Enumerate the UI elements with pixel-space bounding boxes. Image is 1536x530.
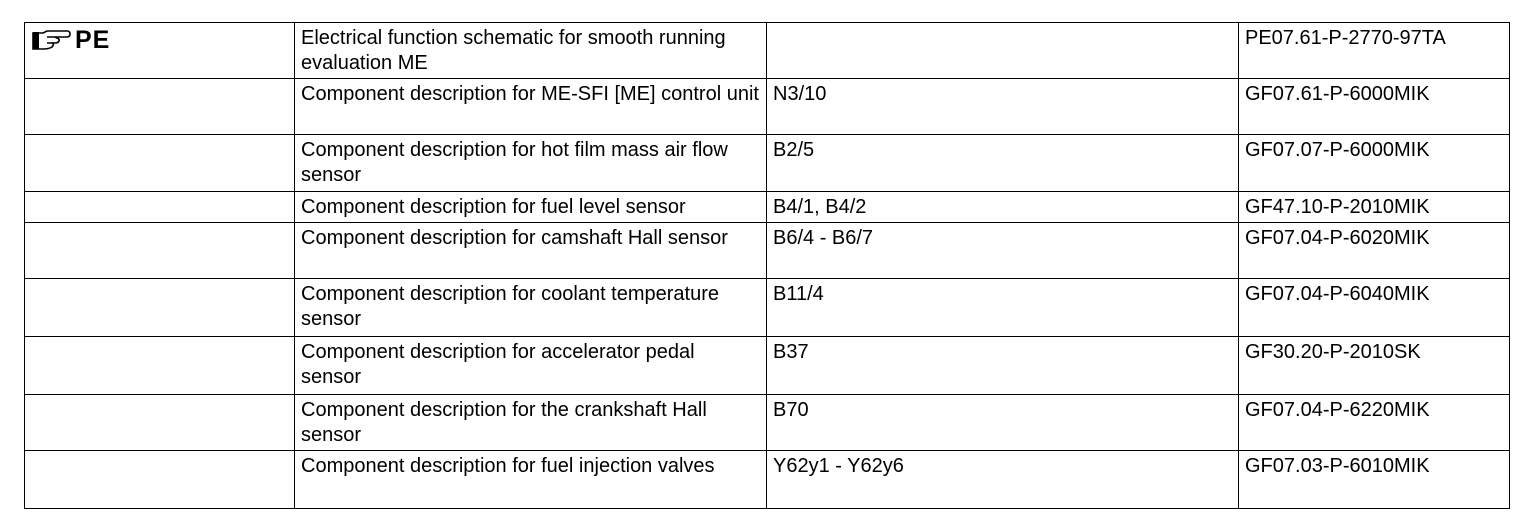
marker-label: PE [75,26,111,54]
description-cell: Electrical function schematic for smooth running evaluation ME [295,23,767,79]
reference-link[interactable]: GF07.04-P-6020MIK [1239,223,1510,279]
table-row [25,23,1510,79]
marker-cell [25,395,295,451]
marker-cell [25,451,295,509]
reference-link[interactable]: GF07.03-P-6010MIK [1239,451,1510,509]
description-cell: Component description for accelerator pedal sensor [295,337,767,395]
marker-cell [25,279,295,337]
table-row [25,279,1510,337]
description-cell: Component description for coolant temperature sensor [295,279,767,337]
reference-link[interactable]: PE07.61-P-2770-97TA [1239,23,1510,79]
table-row [25,79,1510,135]
component-cell: B70 [767,395,1239,451]
reference-link[interactable]: GF07.07-P-6000MIK [1239,135,1510,192]
component-cell: N3/10 [767,79,1239,135]
reference-link[interactable]: GF07.04-P-6220MIK [1239,395,1510,451]
description-cell: Component description for camshaft Hall sensor [295,223,767,279]
description-cell: Component description for fuel level sensor [295,192,767,223]
component-cell [767,23,1239,79]
table-row [25,223,1510,279]
marker-cell [25,135,295,192]
pointing-hand-icon [31,29,71,51]
table-row [25,337,1510,395]
table-row [25,192,1510,223]
table-row [25,395,1510,451]
reference-link[interactable]: GF30.20-P-2010SK [1239,337,1510,395]
component-cell: B37 [767,337,1239,395]
marker-cell [25,223,295,279]
marker-cell [25,23,295,79]
description-cell: Component description for fuel injection valves [295,451,767,509]
marker-cell [25,192,295,223]
marker-cell [25,337,295,395]
reference-link[interactable]: GF47.10-P-2010MIK [1239,192,1510,223]
component-cell: B6/4 - B6/7 [767,223,1239,279]
table-row [25,451,1510,509]
description-cell: Component description for hot film mass air flow sensor [295,135,767,192]
table-row [25,135,1510,192]
component-cell: B2/5 [767,135,1239,192]
description-cell: Component description for the crankshaft Hall sensor [295,395,767,451]
component-cell: B4/1, B4/2 [767,192,1239,223]
reference-link[interactable]: GF07.04-P-6040MIK [1239,279,1510,337]
reference-table [24,22,1510,509]
reference-link[interactable]: GF07.61-P-6000MIK [1239,79,1510,135]
component-cell: Y62y1 - Y62y6 [767,451,1239,509]
marker-cell [25,79,295,135]
description-cell: Component description for ME-SFI [ME] control unit [295,79,767,135]
component-cell: B11/4 [767,279,1239,337]
